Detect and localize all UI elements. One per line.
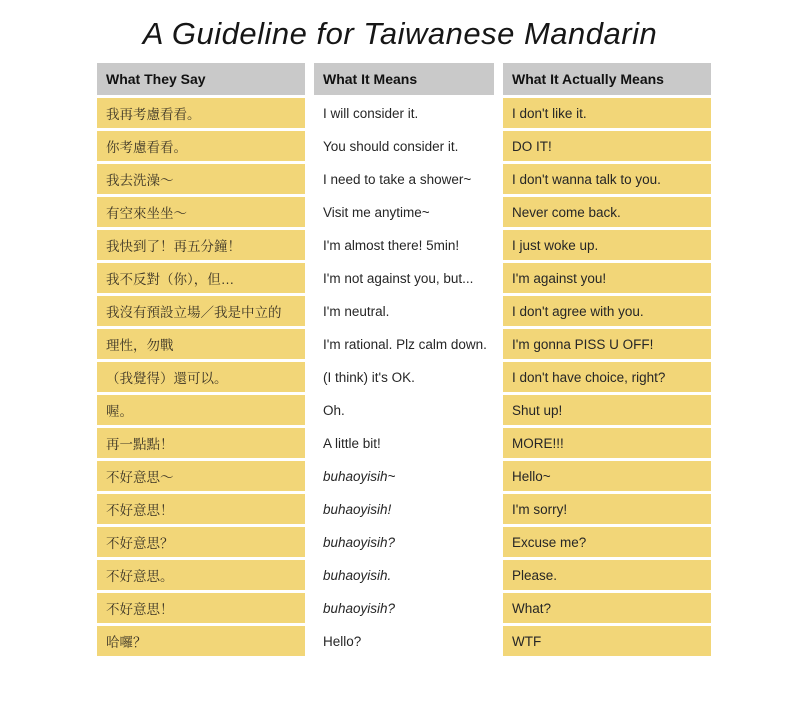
say-cell: 哈囉？ [97, 626, 305, 656]
actual-cell: I'm gonna PISS U OFF! [503, 329, 711, 359]
means-cell: buhaoyisih. [314, 560, 494, 590]
actual-cell: I don't wanna talk to you. [503, 164, 711, 194]
say-cell: 喔。 [97, 395, 305, 425]
page-title: A Guideline for Taiwanese Mandarin [142, 16, 658, 51]
say-cell: 理性，勿戰 [97, 329, 305, 359]
means-cell: I'm not against you, but... [314, 263, 494, 293]
say-cell: 有空來坐坐～ [97, 197, 305, 227]
means-cell: Visit me anytime~ [314, 197, 494, 227]
say-cell: 我不反對（你），但… [97, 263, 305, 293]
say-cell: 不好意思？ [97, 527, 305, 557]
actual-cell: Excuse me? [503, 527, 711, 557]
means-cell: I'm neutral. [314, 296, 494, 326]
say-cell: 我再考慮看看。 [97, 98, 305, 128]
actual-cell: Please. [503, 560, 711, 590]
means-cell: buhaoyisih? [314, 593, 494, 623]
means-cell: I'm rational. Plz calm down. [314, 329, 494, 359]
say-cell: 不好意思～ [97, 461, 305, 491]
actual-cell: MORE!!! [503, 428, 711, 458]
actual-cell: Shut up! [503, 395, 711, 425]
actual-cell: Hello~ [503, 461, 711, 491]
column-header-what-they-say: What They Say [97, 63, 305, 95]
means-cell: I will consider it. [314, 98, 494, 128]
actual-cell: I'm sorry! [503, 494, 711, 524]
say-cell: 不好意思。 [97, 560, 305, 590]
say-cell: 你考慮看看。 [97, 131, 305, 161]
means-cell: buhaoyisih? [314, 527, 494, 557]
means-cell: (I think) it's OK. [314, 362, 494, 392]
actual-cell: I don't agree with you. [503, 296, 711, 326]
say-cell: 我去洗澡～ [97, 164, 305, 194]
actual-cell: DO IT! [503, 131, 711, 161]
guideline-table [97, 63, 711, 656]
actual-cell: Never come back. [503, 197, 711, 227]
say-cell: 再一點點！ [97, 428, 305, 458]
means-cell: You should consider it. [314, 131, 494, 161]
say-cell: 我沒有預設立場／我是中立的 [97, 296, 305, 326]
column-header-what-it-actually-means: What It Actually Means [503, 63, 711, 95]
means-cell: Oh. [314, 395, 494, 425]
means-cell: A little bit! [314, 428, 494, 458]
column-header-what-it-means: What It Means [314, 63, 494, 95]
means-cell: I need to take a shower~ [314, 164, 494, 194]
say-cell: 不好意思！ [97, 593, 305, 623]
means-cell: buhaoyisih! [314, 494, 494, 524]
actual-cell: I'm against you! [503, 263, 711, 293]
say-cell: （我覺得）還可以。 [97, 362, 305, 392]
actual-cell: I don't like it. [503, 98, 711, 128]
actual-cell: What? [503, 593, 711, 623]
say-cell: 不好意思！ [97, 494, 305, 524]
actual-cell: WTF [503, 626, 711, 656]
means-cell: buhaoyisih~ [314, 461, 494, 491]
say-cell: 我快到了！再五分鐘！ [97, 230, 305, 260]
actual-cell: I just woke up. [503, 230, 711, 260]
means-cell: I'm almost there! 5min! [314, 230, 494, 260]
actual-cell: I don't have choice, right? [503, 362, 711, 392]
means-cell: Hello? [314, 626, 494, 656]
